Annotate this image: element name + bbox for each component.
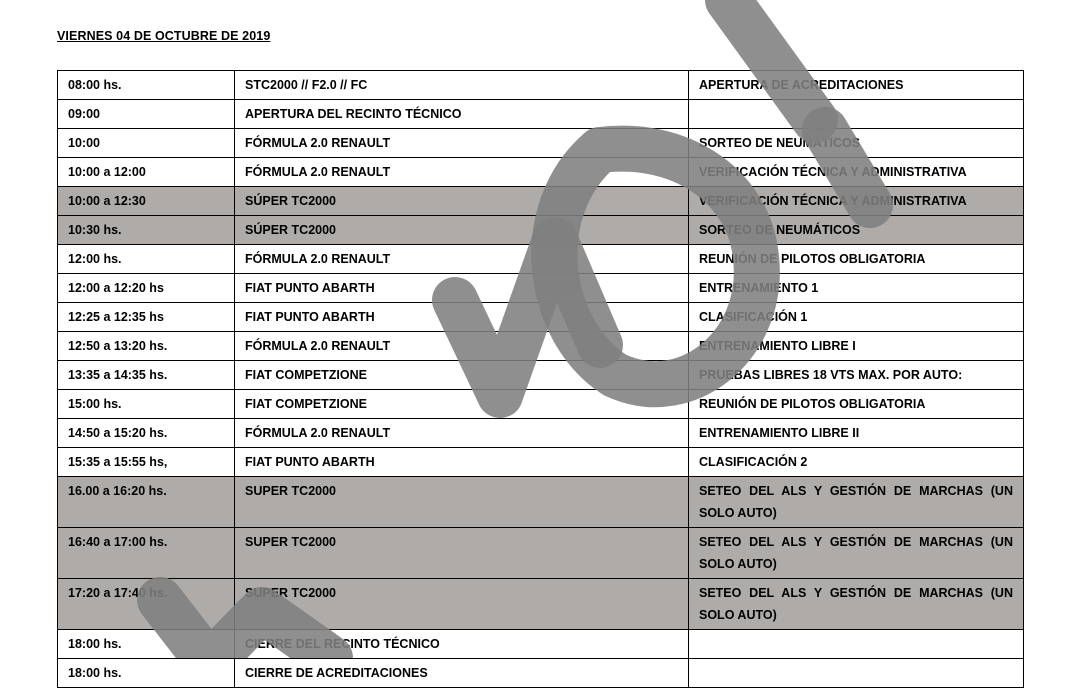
time-cell: 10:00 a 12:30	[58, 187, 235, 216]
schedule-row	[58, 448, 1024, 477]
category-cell: STC2000 // F2.0 // FC	[235, 71, 689, 100]
time-cell: 10:00	[58, 129, 235, 158]
category-cell: FIAT COMPETZIONE	[235, 390, 689, 419]
category-cell: CIERRE DEL RECINTO TÉCNICO	[235, 630, 689, 659]
category-cell: SUPER TC2000	[235, 528, 689, 579]
time-cell: 09:00	[58, 100, 235, 129]
time-cell: 18:00 hs.	[58, 630, 235, 659]
schedule-row	[58, 187, 1024, 216]
activity-cell: APERTURA DE ACREDITACIONES	[689, 71, 1024, 100]
schedule-date-heading: VIERNES 04 DE OCTUBRE DE 2019	[57, 29, 271, 43]
category-cell: SÚPER TC2000	[235, 216, 689, 245]
time-cell: 15:35 a 15:55 hs,	[58, 448, 235, 477]
time-cell: 14:50 a 15:20 hs.	[58, 419, 235, 448]
schedule-row	[58, 630, 1024, 659]
time-cell: 17:20 a 17:40 hs.	[58, 579, 235, 630]
category-cell: FIAT PUNTO ABARTH	[235, 448, 689, 477]
activity-cell: CLASIFICACIÓN 1	[689, 303, 1024, 332]
time-cell: 12:25 a 12:35 hs	[58, 303, 235, 332]
time-cell: 15:00 hs.	[58, 390, 235, 419]
schedule-row	[58, 158, 1024, 187]
time-cell: 13:35 a 14:35 hs.	[58, 361, 235, 390]
schedule-row	[58, 129, 1024, 158]
category-cell: FIAT COMPETZIONE	[235, 361, 689, 390]
category-cell: FIAT PUNTO ABARTH	[235, 274, 689, 303]
schedule-row	[58, 71, 1024, 100]
schedule-row	[58, 303, 1024, 332]
schedule-row	[58, 390, 1024, 419]
activity-cell: VERIFICACIÓN TÉCNICA Y ADMINISTRATIVA	[689, 187, 1024, 216]
time-cell: 12:00 hs.	[58, 245, 235, 274]
activity-cell: VERIFICACIÓN TÉCNICA Y ADMINISTRATIVA	[689, 158, 1024, 187]
time-cell: 12:50 a 13:20 hs.	[58, 332, 235, 361]
activity-cell: SETEO DEL ALS Y GESTIÓN DE MARCHAS (UN SOLO AUTO)	[689, 528, 1024, 579]
time-cell: 16:40 a 17:00 hs.	[58, 528, 235, 579]
activity-cell: SORTEO DE NEUMÁTICOS	[689, 216, 1024, 245]
activity-cell	[689, 100, 1024, 129]
time-cell: 16.00 a 16:20 hs.	[58, 477, 235, 528]
schedule-row	[58, 274, 1024, 303]
category-cell: FÓRMULA 2.0 RENAULT	[235, 419, 689, 448]
schedule-row	[58, 528, 1024, 579]
activity-cell: CLASIFICACIÓN 2	[689, 448, 1024, 477]
activity-cell: REUNIÓN DE PILOTOS OBLIGATORIA	[689, 390, 1024, 419]
activity-cell	[689, 630, 1024, 659]
schedule-table-body	[58, 71, 1024, 688]
category-cell: FÓRMULA 2.0 RENAULT	[235, 332, 689, 361]
schedule-row	[58, 100, 1024, 129]
activity-cell: SORTEO DE NEUMÁTICOS	[689, 129, 1024, 158]
activity-cell: REUNIÓN DE PILOTOS OBLIGATORIA	[689, 245, 1024, 274]
activity-cell: SETEO DEL ALS Y GESTIÓN DE MARCHAS (UN SOLO AUTO)	[689, 579, 1024, 630]
activity-cell: ENTRENAMIENTO 1	[689, 274, 1024, 303]
time-cell: 10:00 a 12:00	[58, 158, 235, 187]
category-cell: FÓRMULA 2.0 RENAULT	[235, 129, 689, 158]
activity-cell: PRUEBAS LIBRES 18 VTS MAX. POR AUTO:	[689, 361, 1024, 390]
activity-cell: SETEO DEL ALS Y GESTIÓN DE MARCHAS (UN SOLO AUTO)	[689, 477, 1024, 528]
category-cell: FÓRMULA 2.0 RENAULT	[235, 158, 689, 187]
time-cell: 08:00 hs.	[58, 71, 235, 100]
category-cell: SUPER TC2000	[235, 579, 689, 630]
category-cell: FÓRMULA 2.0 RENAULT	[235, 245, 689, 274]
schedule-row	[58, 245, 1024, 274]
schedule-row	[58, 579, 1024, 630]
schedule-row	[58, 216, 1024, 245]
category-cell: CIERRE DE ACREDITACIONES	[235, 659, 689, 688]
category-cell: APERTURA DEL RECINTO TÉCNICO	[235, 100, 689, 129]
category-cell: FIAT PUNTO ABARTH	[235, 303, 689, 332]
activity-cell: ENTRENAMIENTO LIBRE I	[689, 332, 1024, 361]
schedule-row	[58, 332, 1024, 361]
activity-cell: ENTRENAMIENTO LIBRE II	[689, 419, 1024, 448]
schedule-row	[58, 419, 1024, 448]
category-cell: SÚPER TC2000	[235, 187, 689, 216]
time-cell: 18:00 hs.	[58, 659, 235, 688]
activity-cell	[689, 659, 1024, 688]
schedule-row	[58, 477, 1024, 528]
time-cell: 10:30 hs.	[58, 216, 235, 245]
category-cell: SUPER TC2000	[235, 477, 689, 528]
time-cell: 12:00 a 12:20 hs	[58, 274, 235, 303]
schedule-row	[58, 361, 1024, 390]
schedule-table	[57, 70, 1024, 688]
schedule-row	[58, 659, 1024, 688]
